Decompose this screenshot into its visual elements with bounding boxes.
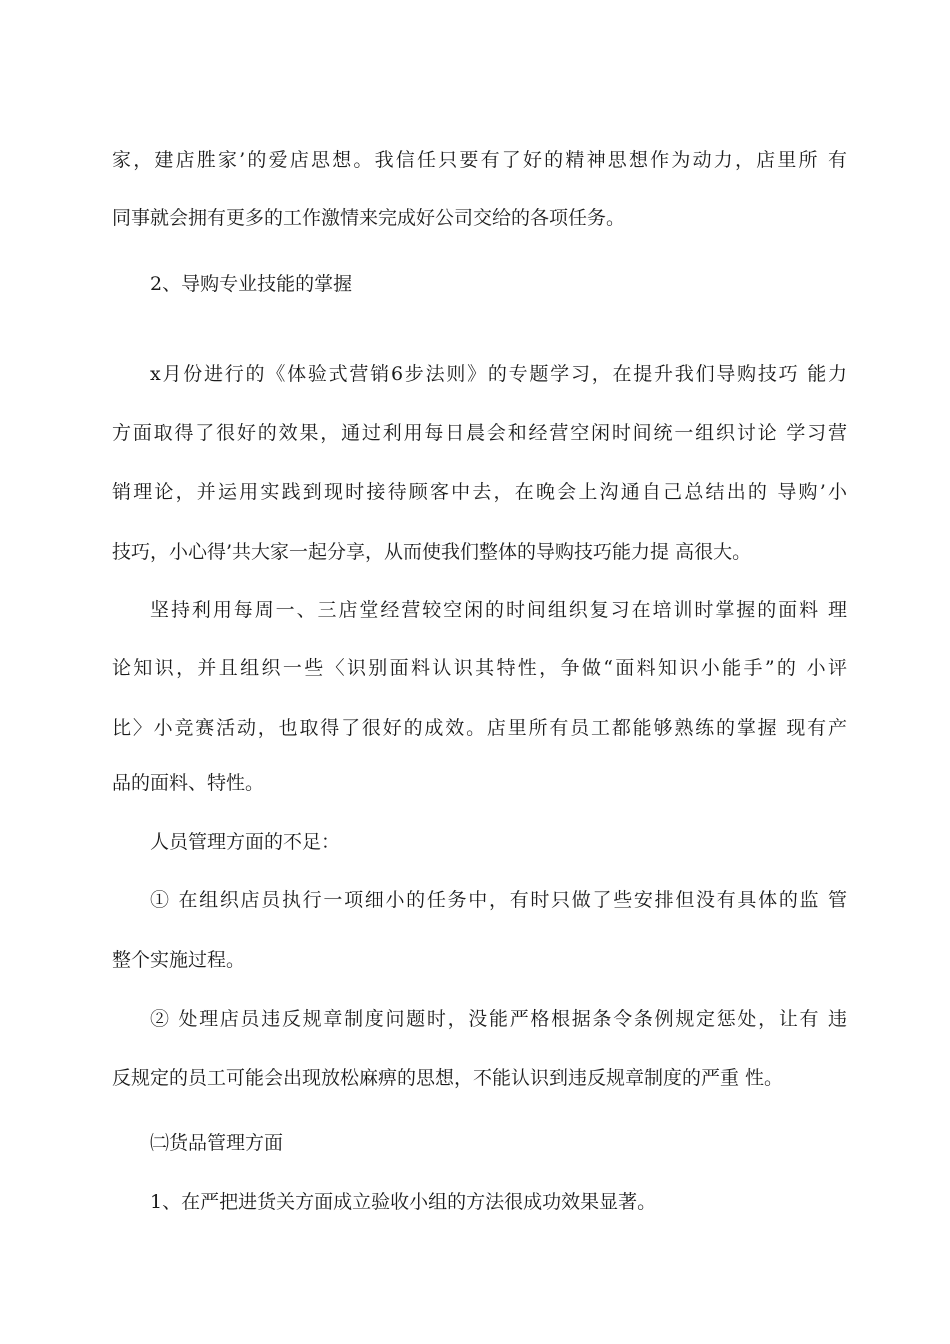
section-heading: 人员管理方面的不足： bbox=[150, 831, 341, 853]
list-item: ② 处理店员违反规章制度问题时，没能严格根据条令条例规定惩处，让有 违 bbox=[150, 1008, 847, 1030]
text-line: 品的面料、特性。 bbox=[112, 772, 265, 794]
text-line: x月份进行的《体验式营销6步法则》的专题学习，在提升我们导购技巧 能力 bbox=[150, 363, 847, 385]
list-item: ① 在组织店员执行一项细小的任务中，有时只做了些安排但没有具体的监 管 bbox=[150, 889, 847, 911]
section-heading: 2、导购专业技能的掌握 bbox=[150, 273, 353, 295]
text-line: 比〉小竞赛活动，也取得了很好的成效。店里所有员工都能够熟练的掌握 现有产 bbox=[112, 717, 847, 739]
text-line: 技巧，小心得’共大家一起分享，从而使我们整体的导购技巧能力提 高很大。 bbox=[112, 541, 752, 563]
text-line: 方面取得了很好的效果，通过利用每日晨会和经营空闲时间统一组织讨论 学习营 bbox=[112, 422, 847, 444]
text-line: 反规定的员工可能会出现放松麻痹的思想，不能认识到违反规章制度的严重 性。 bbox=[112, 1067, 784, 1089]
text-line: 同事就会拥有更多的工作激情来完成好公司交给的各项任务。 bbox=[112, 207, 626, 229]
text-line: 论知识，并且组织一些〈识别面料认识其特性，争做“面料知识小能手”的 小评 bbox=[112, 657, 847, 679]
text-line: 1、在严把进货关方面成立验收小组的方法很成功效果显著。 bbox=[150, 1191, 657, 1213]
text-line: 坚持利用每周一、三店堂经营较空闲的时间组织复习在培训时掌握的面料 理 bbox=[150, 599, 847, 621]
text-line: 整个实施过程。 bbox=[112, 949, 246, 971]
section-heading: ㈡货品管理方面 bbox=[150, 1132, 284, 1154]
text-line: 销理论，并运用实践到现时接待顾客中去，在晚会上沟通自己总结出的 导购’小 bbox=[112, 481, 847, 503]
text-line: 家，建店胜家’的爱店思想。我信任只要有了好的精神思想作为动力，店里所 有 bbox=[112, 149, 847, 171]
